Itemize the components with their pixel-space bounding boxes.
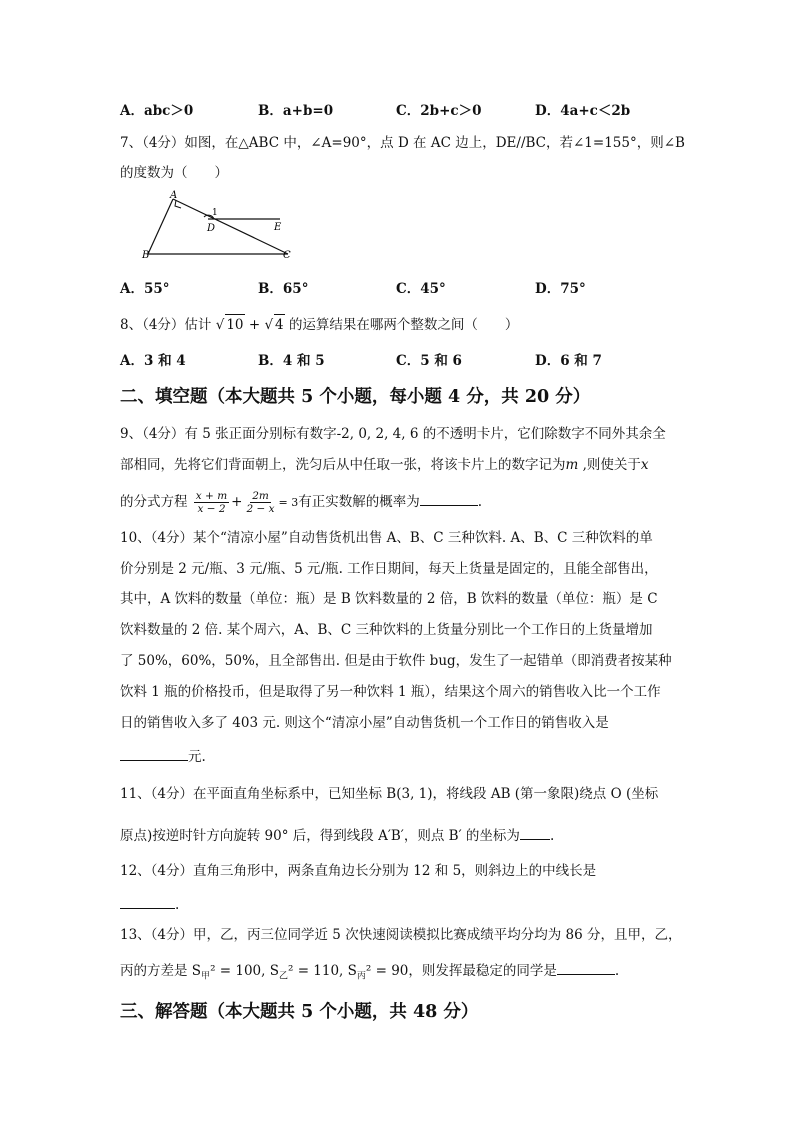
q9-line-2-text: 部相同，先将它们背面朝上，洗匀后从中任取一张，将该卡片上的数字记为 [120,457,566,473]
q6-option-d: D．4a+c＜2b [535,103,631,119]
q13-sub-jia: 甲 [201,971,211,982]
q8-prefix: 8、（4分）估计 [120,317,212,333]
q12-line-1: 12、（4分）直角三角形中，两条直角边长分别为 12 和 5，则斜边上的中线长是 [120,863,597,879]
q13-line-2 [120,960,619,987]
fraction-denominator: 2 − x [246,503,275,515]
q8-plus: + [248,317,261,333]
q9-end: . [477,494,483,510]
label-e: E [274,222,282,233]
fraction-denominator: x − 2 [197,503,226,515]
q10-line-8 [120,746,206,767]
sqrt-sign: √ [264,317,274,333]
label-c: C [283,250,291,261]
q13-line-1: 13、（4分）甲，乙，丙三位同学近 5 次快速阅读模拟比赛成绩平均分均为 86 分，且甲，乙， [120,927,682,943]
q9-line-3 [120,490,482,515]
q6-option-a: A．abc＞0 [120,103,194,119]
q7-triangle-figure [140,190,300,262]
q10-line-4: 饮料数量的 2 倍. 某个周六，A、B、C 三种饮料的上货量分别比一个工作日的上货量增加 [120,622,653,638]
q7-option-a: A．55° [120,281,170,297]
q13-sub-yi: 乙 [278,971,288,982]
q13-answer-blank[interactable] [557,960,615,975]
label-angle-1: 1 [212,208,218,218]
q8-suffix: 的运算结果在哪两个整数之间（ ） [288,317,519,333]
q10-line-5: 了 50%，60%，50%，且全部售出. 但是由于软件 bug，发生了一起错单（即消费者按某种 [120,653,672,669]
q10-line-3: 其中，A 饮料的数量（单位：瓶）是 B 饮料数量的 2 倍，B 饮料的数量（单位：瓶）是 C [120,591,658,607]
q10-line-7: 日的销售收入多了 403 元. 则这个“清凉小屋”自动售货机一个工作日的销售收入是 [120,715,609,731]
q9-var-m: m [565,457,579,473]
fraction-numerator: x + m [195,490,228,502]
q7-line-1: 7、（4分）如图，在△ABC 中，∠A=90°，点 D 在 AC 边上，DE//BC，若∠1=155°，则∠B [120,135,685,151]
q8-option-b: B．4 和 5 [258,353,325,369]
label-a: A [170,190,178,201]
section-3-title: 三、解答题（本大题共 5 个小题，共 48 分） [120,1002,479,1022]
segment-ab [148,199,173,254]
q12-end: . [175,897,180,913]
q11-end: . [549,828,555,844]
q8-sqrt-2: 4 [274,314,285,335]
q6-option-c: C．2b+c＞0 [396,103,482,119]
label-b: B [142,250,150,261]
q10-line-2: 价分别是 2 元/瓶、3 元/瓶、5 元/瓶. 工作日期间，每天上货量是固定的，且能全部售出， [120,561,658,577]
q9-answer-blank[interactable] [420,491,478,506]
q7-option-c: C．45° [396,281,446,297]
sqrt-sign: √ [215,317,225,333]
q11-line-2 [120,825,554,846]
q8-sqrt-1: 10 [225,314,244,335]
q9-fraction-2 [244,490,276,515]
q11-answer-blank[interactable] [520,825,550,840]
q13-question: ，则发挥最稳定的同学是 [408,963,557,979]
q11-line-1: 11、（4分）在平面直角坐标系中，已知坐标 B(3, 1)，将线段 AB (第一象限)绕点 O (坐标 [120,786,659,802]
q13-end: . [614,963,620,979]
q13-variance-3: ² = 90 [365,963,409,979]
q8-option-a: A．3 和 4 [120,353,186,369]
q12-line-2 [120,894,179,915]
q8-option-c: C．5 和 6 [396,353,462,369]
q10-tail: 元. [188,749,206,765]
segment-ac [173,199,288,254]
q13-variance-text: 丙的方差是 S [120,963,202,979]
q9-plus: + [231,494,243,510]
q10-answer-blank[interactable] [120,746,188,761]
q12-answer-blank[interactable] [120,894,175,909]
q10-line-1: 10、（4分）某个“清凉小屋”自动售货机出售 A、B、C 三种饮料. A、B、C 三种饮料的单 [120,530,653,546]
q11-line-2-text: 原点)按逆时针方向旋转 90° 后，得到线段 A′B′，则点 B′ 的坐标为 [120,828,520,844]
q7-line-2: 的度数为（ ） [120,165,228,181]
q10-line-6: 饮料 1 瓶的价格投币，但是取得了另一种饮料 1 瓶），结果这个周六的销售收入比一个工作 [120,684,661,700]
q7-option-d: D．75° [535,281,586,297]
section-2-title: 二、填空题（本大题共 5 个小题，每小题 4 分，共 20 分） [120,387,591,407]
q9-line-1: 9、（4分）有 5 张正面分别标有数字-2, 0, 2, 4, 6 的不透明卡片，它们除数字不同外其余全 [120,426,666,442]
q7-option-b: B．65° [258,281,309,297]
q8-stem [120,314,518,335]
label-d: D [207,223,216,234]
q13-sub-bing: 丙 [356,971,366,982]
q9-line-3-tail: 有正实数解的概率为 [298,494,420,510]
q13-variance-1: ² = 100, S [210,963,279,979]
q9-line-2-mid: ,则使关于 [578,457,641,473]
q9-line-2 [120,455,649,475]
q9-equals: = 3 [278,496,299,509]
q13-variance-2: ² = 110, S [287,963,357,979]
q8-option-d: D．6 和 7 [535,353,602,369]
q9-line-3-text: 的分式方程 [120,494,188,510]
fraction-numerator: 2m [252,490,269,502]
q9-var-x: x [640,457,649,473]
q9-fraction-1 [194,490,229,515]
q6-option-b: B．a+b=0 [258,103,334,119]
